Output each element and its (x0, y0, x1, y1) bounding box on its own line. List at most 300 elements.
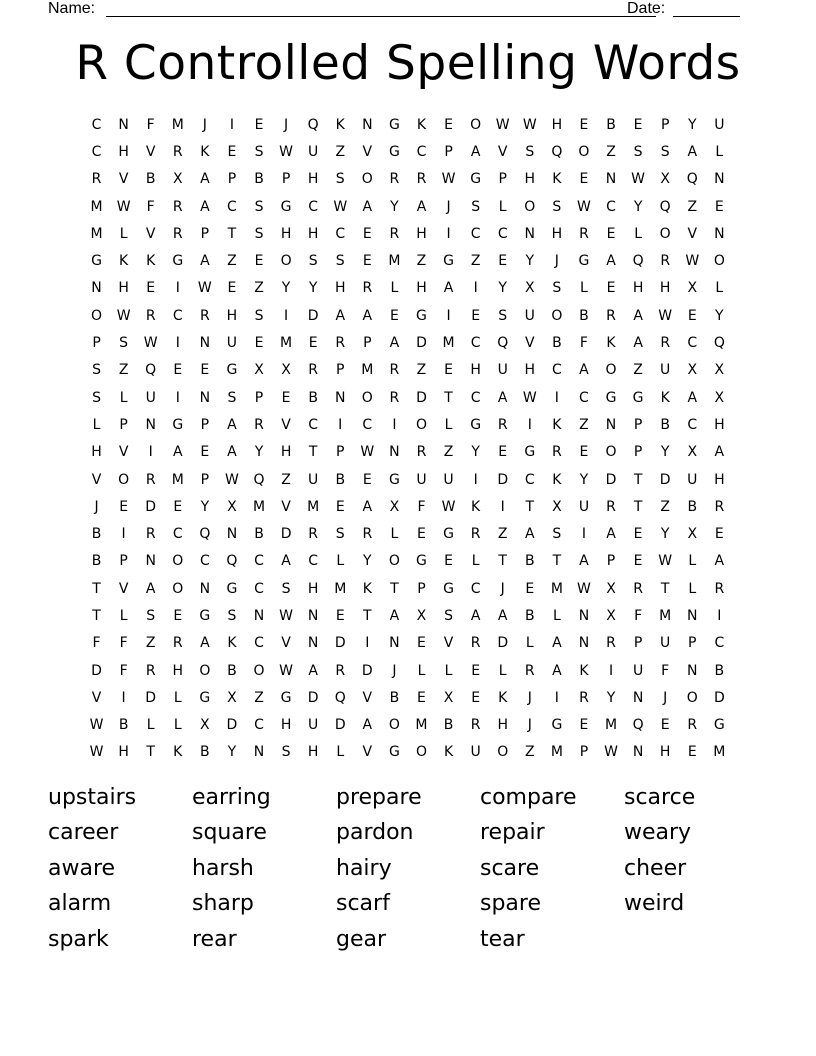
grid-letter: G (388, 471, 400, 488)
grid-letter: N (362, 116, 373, 133)
grid-letter: L (390, 280, 399, 297)
grid-letter: N (307, 607, 319, 624)
grid-letter: D (361, 662, 373, 679)
grid-letter: G (172, 416, 184, 433)
word-list-item: scare (480, 855, 540, 881)
grid-letter: G (524, 444, 536, 461)
grid-letter: W (197, 280, 212, 297)
grid-letter: Q (145, 362, 157, 379)
grid-letter: T (92, 607, 101, 624)
grid-row (83, 193, 733, 220)
grid-letter: S (92, 389, 101, 406)
grid-letter: F (119, 635, 128, 652)
grid-letter: O (659, 225, 671, 242)
grid-row (83, 439, 733, 466)
grid-letter: P (498, 171, 507, 188)
grid-row (83, 602, 733, 629)
grid-letter: P (606, 553, 616, 570)
grid-letter: Y (498, 280, 507, 297)
grid-letter: H (497, 717, 508, 734)
grid-letter: D (307, 307, 319, 324)
grid-letter: C (687, 416, 698, 433)
grid-letter: E (173, 362, 183, 379)
grid-letter: R (308, 526, 319, 543)
grid-letter: A (416, 198, 427, 215)
grid-letter: O (551, 307, 563, 324)
grid-letter: H (307, 580, 319, 597)
grid-letter: J (663, 689, 668, 706)
grid-letter: I (446, 307, 451, 324)
grid-letter: R (199, 307, 210, 324)
grid-letter: S (552, 280, 562, 297)
grid-letter: L (417, 662, 426, 679)
grid-letter: E (417, 635, 426, 652)
grid-letter: H (524, 171, 536, 188)
grid-letter: E (362, 471, 372, 488)
grid-letter: U (308, 717, 319, 734)
grid-letter: S (471, 198, 481, 215)
grid-letter: K (119, 253, 129, 270)
grid-letter: T (633, 471, 643, 488)
grid-letter: E (471, 662, 481, 679)
grid-letter: Q (713, 335, 725, 352)
grid-letter: R (606, 635, 616, 652)
grid-letter: Y (715, 307, 724, 324)
grid-letter: U (308, 471, 319, 488)
grid-letter: H (470, 362, 481, 379)
grid-letter: M (604, 717, 618, 734)
grid-letter: E (281, 389, 291, 406)
grid-letter: W (89, 717, 104, 734)
grid-row (83, 220, 733, 247)
grid-letter: Y (660, 444, 670, 461)
grid-letter: R (389, 389, 400, 406)
grid-letter: I (365, 635, 370, 652)
grid-letter: W (658, 307, 673, 324)
grid-letter: A (633, 335, 643, 352)
grid-letter: J (94, 498, 99, 515)
grid-letter: A (552, 635, 562, 652)
grid-letter: B (389, 689, 400, 706)
grid-letter: T (227, 225, 237, 242)
grid-letter: G (172, 253, 184, 270)
grid-letter: R (633, 580, 643, 597)
grid-letter: M (550, 744, 563, 761)
grid-letter: R (416, 171, 427, 188)
grid-letter: S (227, 607, 237, 624)
grid-letter: E (227, 280, 237, 297)
word-list-item: spare (480, 891, 542, 917)
grid-letter: L (146, 717, 155, 734)
grid-letter: K (552, 471, 562, 488)
grid-letter: T (363, 607, 372, 624)
word-list-item: square (192, 820, 267, 846)
grid-letter: A (525, 526, 535, 543)
grid-letter: P (336, 444, 345, 461)
grid-letter: B (687, 498, 698, 515)
grid-letter: A (497, 389, 508, 406)
grid-letter: M (171, 471, 184, 488)
grid-letter: M (442, 335, 455, 352)
grid-letter: X (227, 689, 237, 706)
grid-letter: R (172, 143, 183, 160)
grid-letter: O (524, 198, 536, 215)
grid-letter: W (279, 607, 293, 624)
word-list-item: scarf (336, 891, 390, 917)
grid-letter: Z (687, 198, 698, 215)
grid-row (83, 548, 733, 575)
grid-letter: B (552, 335, 562, 352)
grid-letter: K (579, 662, 589, 679)
grid-letter: U (632, 662, 644, 679)
grid-letter: V (281, 498, 291, 515)
grid-letter: X (200, 717, 210, 734)
grid-letter: K (146, 253, 156, 270)
word-list-row (48, 922, 768, 958)
grid-letter: A (227, 416, 237, 433)
grid-letter: I (554, 689, 559, 706)
grid-letter: N (632, 744, 644, 761)
grid-letter: Z (416, 362, 427, 379)
grid-letter: E (362, 225, 372, 242)
grid-letter: A (552, 662, 562, 679)
grid-letter: Z (227, 253, 237, 270)
word-list-item: weird (624, 891, 685, 917)
grid-letter: S (254, 143, 264, 160)
word-list-row (48, 816, 768, 852)
grid-letter: J (527, 717, 532, 734)
grid-letter: G (443, 580, 454, 597)
grid-letter: L (444, 662, 453, 679)
grid-letter: M (252, 498, 266, 515)
grid-row (83, 247, 733, 274)
grid-row (83, 684, 733, 711)
grid-letter: B (308, 389, 318, 406)
grid-letter: E (389, 307, 399, 324)
grid-letter: M (388, 253, 401, 270)
grid-letter: Q (199, 526, 211, 543)
grid-letter: W (522, 116, 537, 133)
grid-row (83, 275, 733, 302)
grid-letter: R (145, 307, 156, 324)
grid-letter: R (335, 335, 346, 352)
grid-letter: S (660, 143, 670, 160)
grid-letter: O (497, 744, 509, 761)
grid-letter: E (498, 444, 508, 461)
grid-letter: U (470, 744, 481, 761)
grid-letter: U (308, 143, 319, 160)
grid-letter: H (172, 662, 184, 679)
grid-letter: W (360, 444, 375, 461)
grid-letter: B (335, 471, 346, 488)
grid-letter: R (470, 717, 481, 734)
grid-letter: E (471, 689, 481, 706)
grid-letter: M (361, 362, 374, 379)
grid-letter: O (470, 116, 482, 133)
grid-letter: V (687, 225, 698, 242)
grid-letter: T (525, 498, 535, 515)
grid-letter: D (226, 717, 238, 734)
grid-letter: Z (416, 253, 427, 270)
grid-row (83, 712, 733, 739)
grid-letter: I (121, 526, 126, 543)
grid-letter: C (172, 526, 183, 543)
grid-letter: W (89, 744, 104, 761)
grid-letter: G (199, 607, 211, 624)
grid-row (83, 493, 733, 520)
word-list-item: repair (480, 820, 545, 846)
grid-letter: E (119, 498, 129, 515)
grid-letter: R (579, 689, 589, 706)
word-list-item: pardon (336, 820, 414, 846)
grid-letter: G (551, 717, 563, 734)
grid-letter: V (145, 225, 156, 242)
word-list-item: harsh (192, 855, 254, 881)
grid-letter: G (91, 253, 102, 270)
grid-letter: G (632, 389, 644, 406)
grid-letter: H (659, 744, 671, 761)
grid-letter: S (444, 607, 453, 624)
grid-letter: A (470, 143, 481, 160)
grid-letter: W (685, 253, 700, 270)
grid-letter: G (713, 717, 725, 734)
grid-letter: B (118, 717, 129, 734)
grid-letter: O (361, 389, 373, 406)
grid-letter: K (552, 171, 562, 188)
grid-letter: I (284, 307, 289, 324)
grid-letter: F (661, 662, 670, 679)
grid-letter: T (660, 580, 670, 597)
grid-letter: P (281, 171, 291, 188)
grid-letter: A (443, 280, 454, 297)
grid-letter: N (578, 607, 590, 624)
grid-letter: D (659, 471, 671, 488)
grid-letter: T (390, 580, 399, 597)
grid-letter: E (254, 116, 264, 133)
grid-letter: E (417, 689, 426, 706)
grid-letter: R (552, 444, 562, 461)
grid-letter: A (281, 553, 291, 570)
grid-letter: J (527, 689, 532, 706)
grid-letter: H (416, 280, 427, 297)
grid-letter: L (688, 553, 697, 570)
grid-letter: H (416, 225, 427, 242)
grid-letter: I (175, 280, 180, 297)
grid-letter: N (605, 416, 617, 433)
grid-letter: G (388, 143, 400, 160)
grid-letter: W (116, 307, 131, 324)
grid-letter: S (254, 198, 264, 215)
grid-letter: S (552, 198, 562, 215)
grid-letter: W (631, 171, 646, 188)
grid-letter: M (280, 335, 293, 352)
grid-letter: H (714, 471, 725, 488)
grid-letter: J (446, 198, 451, 215)
grid-letter: E (633, 553, 643, 570)
grid-letter: L (580, 280, 588, 297)
grid-letter: K (606, 335, 616, 352)
grid-letter: E (254, 253, 264, 270)
grid-letter: U (714, 116, 725, 133)
grid-letter: A (362, 498, 373, 515)
grid-letter: G (199, 689, 211, 706)
grid-letter: E (146, 280, 156, 297)
grid-row (83, 111, 733, 138)
grid-letter: H (659, 280, 671, 297)
grid-letter: E (687, 744, 697, 761)
grid-letter: W (577, 580, 591, 597)
grid-letter: B (714, 662, 725, 679)
grid-letter: K (552, 416, 562, 433)
grid-row (83, 302, 733, 329)
grid-letter: X (443, 689, 454, 706)
grid-letter: L (119, 389, 128, 406)
grid-letter: B (524, 553, 535, 570)
grid-letter: Z (281, 471, 291, 488)
grid-letter: C (308, 416, 319, 433)
grid-row (83, 138, 733, 165)
grid-letter: I (473, 471, 478, 488)
grid-letter: B (443, 717, 454, 734)
grid-letter: O (172, 553, 184, 570)
grid-letter: X (227, 498, 237, 515)
grid-letter: L (336, 744, 345, 761)
grid-letter: Q (253, 471, 265, 488)
grid-letter: A (200, 171, 210, 188)
grid-letter: G (388, 116, 400, 133)
grid-letter: V (281, 416, 291, 433)
grid-letter: Q (659, 198, 671, 215)
grid-letter: C (579, 389, 589, 406)
grid-letter: O (361, 171, 373, 188)
grid-letter: E (417, 526, 426, 543)
grid-letter: A (172, 444, 183, 461)
grid-letter: A (579, 362, 589, 379)
grid-letter: E (633, 526, 643, 543)
grid-letter: I (175, 335, 180, 352)
grid-letter: S (254, 307, 264, 324)
grid-letter: P (254, 389, 264, 406)
grid-letter: H (280, 444, 292, 461)
grid-letter: E (444, 362, 453, 379)
grid-letter: R (497, 416, 508, 433)
grid-letter: W (604, 744, 618, 761)
grid-letter: L (390, 526, 399, 543)
grid-letter: R (254, 416, 264, 433)
grid-letter: A (200, 198, 210, 215)
grid-letter: K (660, 389, 670, 406)
grid-letter: A (714, 444, 725, 461)
grid-letter: B (91, 553, 102, 570)
grid-letter: P (444, 143, 453, 160)
grid-letter: H (524, 362, 536, 379)
grid-letter: R (172, 635, 183, 652)
grid-letter: N (524, 225, 536, 242)
grid-letter: D (713, 689, 725, 706)
grid-letter: Q (632, 253, 644, 270)
grid-letter: L (498, 662, 507, 679)
grid-letter: A (389, 607, 400, 624)
grid-letter: I (229, 116, 234, 133)
grid-letter: G (443, 526, 454, 543)
word-list-item: cheer (624, 855, 687, 881)
grid-letter: N (145, 416, 156, 433)
grid-letter: X (660, 171, 670, 188)
grid-letter: A (687, 389, 698, 406)
grid-letter: S (308, 253, 318, 270)
grid-letter: U (145, 389, 156, 406)
grid-letter: N (335, 389, 346, 406)
grid-letter: H (551, 225, 563, 242)
grid-letter: V (145, 143, 156, 160)
grid-letter: R (389, 171, 400, 188)
grid-letter: U (497, 362, 508, 379)
grid-letter: V (91, 471, 102, 488)
grid-letter: N (118, 116, 129, 133)
grid-letter: T (92, 580, 101, 597)
grid-letter: D (91, 662, 102, 679)
grid-letter: U (660, 362, 671, 379)
grid-letter: R (470, 635, 481, 652)
grid-letter: I (121, 689, 126, 706)
grid-letter: K (416, 116, 427, 133)
grid-letter: N (632, 689, 644, 706)
grid-letter: U (578, 498, 590, 515)
grid-letter: G (470, 171, 482, 188)
grid-letter: B (145, 171, 156, 188)
grid-letter: E (227, 143, 237, 160)
grid-letter: S (335, 526, 345, 543)
grid-letter: X (687, 444, 698, 461)
grid-letter: O (415, 744, 427, 761)
grid-letter: C (335, 225, 346, 242)
grid-letter: J (500, 580, 505, 597)
word-list-item: gear (336, 926, 387, 952)
grid-letter: D (307, 689, 319, 706)
name-label: Name: (48, 0, 96, 17)
worksheet-header (48, 0, 748, 20)
word-list-item: rear (192, 926, 237, 952)
grid-letter: E (579, 171, 589, 188)
grid-letter: U (416, 471, 427, 488)
word-list-item: upstairs (48, 784, 137, 810)
grid-letter: P (633, 635, 643, 652)
grid-letter: K (443, 744, 454, 761)
grid-letter: Q (334, 689, 346, 706)
grid-letter: P (363, 335, 372, 352)
grid-letter: Y (660, 526, 670, 543)
grid-letter: T (308, 444, 318, 461)
grid-letter: C (714, 635, 725, 652)
grid-letter: P (633, 416, 643, 433)
grid-letter: E (362, 253, 372, 270)
grid-letter: A (362, 307, 373, 324)
grid-letter: E (579, 116, 589, 133)
grid-letter: F (146, 198, 155, 215)
grid-letter: Y (525, 253, 535, 270)
grid-letter: B (606, 116, 616, 133)
grid-letter: J (554, 253, 559, 270)
grid-letter: R (687, 717, 698, 734)
grid-letter: C (227, 198, 237, 215)
grid-letter: P (579, 744, 589, 761)
grid-letter: M (550, 580, 563, 597)
grid-letter: K (173, 744, 183, 761)
grid-letter: Z (524, 744, 535, 761)
grid-letter: N (687, 662, 698, 679)
grid-letter: N (226, 526, 238, 543)
grid-letter: V (281, 635, 291, 652)
